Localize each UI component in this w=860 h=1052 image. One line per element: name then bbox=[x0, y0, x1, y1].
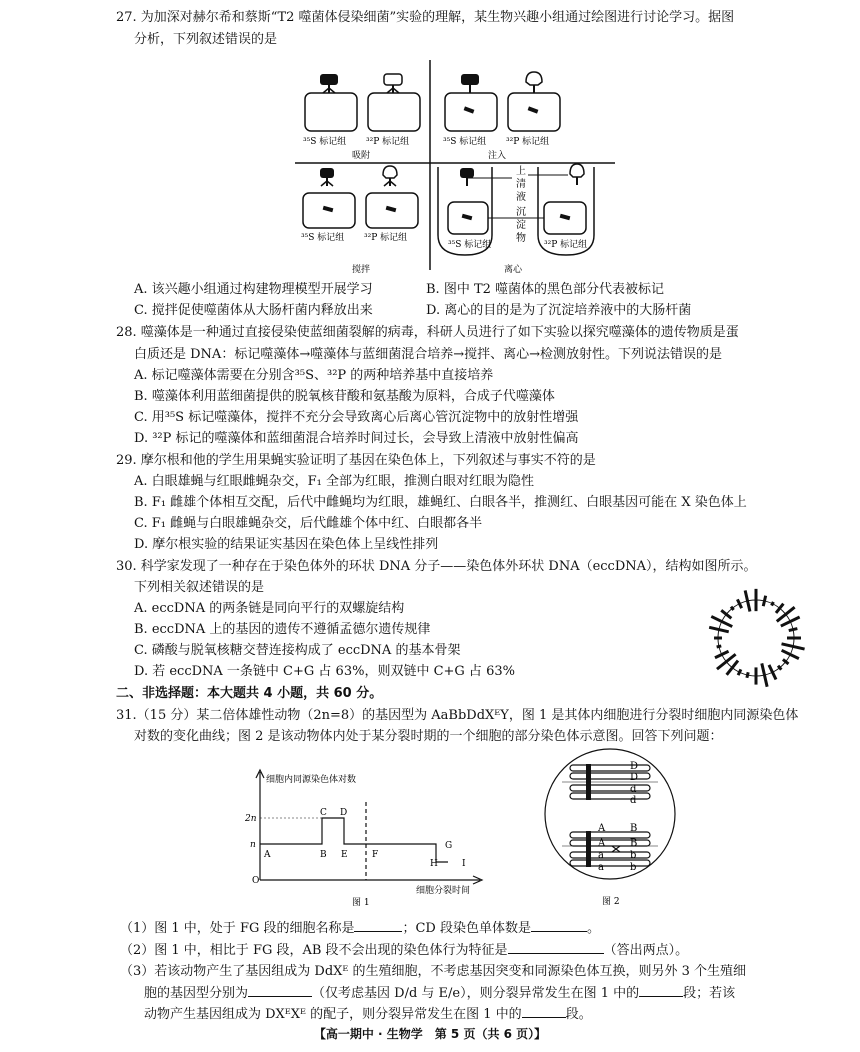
lixin-label: 离心 bbox=[504, 265, 523, 275]
q27-option-d[interactable]: D. 离心的目的是为了沉淀培养液中的大肠杆菌 bbox=[426, 303, 692, 318]
q30-option-d[interactable]: D. 若 eccDNA 一条链中 C+G 占 63%，则双链中 C+G 占 63% bbox=[134, 664, 515, 679]
shangqing-char2: 清 bbox=[516, 179, 526, 190]
centrifuge-s-label: ³⁵S 标记组 bbox=[448, 240, 492, 250]
fig1-y-2n: 2n bbox=[245, 814, 257, 824]
page-footer: 【高一期中 · 生物学 第 5 页（共 6 页）】 bbox=[313, 1027, 547, 1041]
q30-stem-line2: 下列相关叙述错误的是 bbox=[134, 580, 265, 595]
q30-option-c[interactable]: C. 磷酸与脱氧核糖交替连接构成了 eccDNA 的基本骨架 bbox=[134, 643, 461, 658]
q28-stem-line1: 28. 噬藻体是一种通过直接侵染使蓝细菌裂解的病毒，科研人员进行了如下实验以探究噬藻体的遗传物质是蛋 bbox=[116, 325, 739, 340]
q29-option-a[interactable]: A. 白眼雄蝇与红眼雌蝇杂交，F₁ 全部为红眼，推测白眼对红眼为隐性 bbox=[134, 474, 535, 489]
fig1-y-n: n bbox=[250, 840, 256, 850]
q28-option-c[interactable]: C. 用³⁵S 标记噬藻体，搅拌不充分会导致离心后离心管沉淀物中的放射性增强 bbox=[134, 410, 579, 425]
q28-stem-line2: 白质还是 DNA：标记噬藻体→噬藻体与蓝细菌混合培养→搅拌、离心→检测放射性。下列说法错误的是 bbox=[134, 347, 722, 362]
xishou-s-label: ³⁵S 标记组 bbox=[303, 137, 347, 147]
q27-stem-line1: 27. 为加深对赫尔希和蔡斯“T2 噬菌体侵染细菌”实验的理解，某生物兴趣小组通过绘图进行讨论学习。据图 bbox=[116, 10, 735, 25]
phage-stir-p bbox=[366, 166, 418, 228]
q31-sub1-text-b: ；CD 段染色单体数是 bbox=[402, 921, 531, 936]
q27-stem-line2: 分析，下列叙述错误的是 bbox=[134, 32, 278, 47]
fig2-gene-d1: D bbox=[630, 761, 639, 772]
q31-sub1-text-a: （1）图 1 中，处于 FG 段的细胞名称是 bbox=[120, 921, 355, 936]
eccdna-backbone bbox=[718, 600, 794, 676]
fig1-caption: 图 1 bbox=[352, 898, 370, 907]
phage-adsorb-s bbox=[305, 74, 357, 131]
q31-sub3-line3 bbox=[144, 1004, 592, 1025]
fig1-curve-chart bbox=[240, 762, 500, 907]
q31-stem-line2: 对数的变化曲线；图 2 是该动物体内处于某分裂时期的一个细胞的部分染色体示意图。回答下列问题： bbox=[134, 729, 723, 744]
phage-adsorb-p bbox=[368, 74, 420, 131]
fig2-cell-figure bbox=[540, 742, 680, 907]
stir-p-label: ³²P 标记组 bbox=[364, 233, 408, 243]
fig2-gene-d4: d bbox=[630, 795, 637, 806]
fig2-gene-b1: B bbox=[630, 823, 638, 834]
q31-sub1-blank2[interactable] bbox=[531, 918, 587, 932]
inject-s-label: ³⁵S 标记组 bbox=[443, 137, 487, 147]
fig1-origin: O bbox=[252, 876, 260, 886]
fig1-xlabel: 细胞分裂时间 bbox=[416, 886, 471, 896]
q30-option-b[interactable]: B. eccDNA 上的基因的遗传不遵循孟德尔遗传规律 bbox=[134, 622, 431, 637]
fig1-point-c: C bbox=[320, 808, 327, 818]
q31-sub3-blank1[interactable] bbox=[248, 983, 312, 997]
q31-sub1-blank1[interactable] bbox=[354, 918, 402, 932]
fig1-point-b: B bbox=[320, 850, 327, 860]
fig2-gene-a3: a bbox=[598, 850, 604, 861]
fig2-caption: 图 2 bbox=[602, 897, 620, 907]
fig1-ylabel: 细胞内同源染色体对数 bbox=[266, 775, 357, 785]
jiaoban-label: 搅拌 bbox=[352, 265, 371, 275]
eccdna-ring-figure bbox=[706, 588, 806, 688]
fig1-point-f: F bbox=[372, 850, 379, 860]
chendian-char3: 物 bbox=[516, 233, 526, 244]
phage-stir-s bbox=[303, 168, 355, 228]
q27-option-c[interactable]: C. 搅拌促使噬菌体从大肠杆菌内释放出来 bbox=[134, 303, 373, 318]
fig2-gene-b2: B bbox=[630, 838, 638, 849]
fig1-point-i: I bbox=[462, 859, 466, 869]
q31-sub3-text-c: 段；若该 bbox=[683, 986, 736, 1001]
inject-p-label: ³²P 标记组 bbox=[506, 137, 550, 147]
fig1-point-a: A bbox=[264, 850, 271, 860]
q31-stem-line1: 31.（15 分）某二倍体雄性动物（2n=8）的基因型为 AaBbDdXᴱY，图 1 是其体内细胞进行分裂时细胞内同源染色体 bbox=[116, 708, 799, 723]
q28-option-b[interactable]: B. 噬藻体利用蓝细菌提供的脱氧核苷酸和氨基酸为原料，合成子代噬藻体 bbox=[134, 389, 555, 404]
fig2-gene-d3: d bbox=[630, 784, 637, 795]
q28-option-d[interactable]: D. ³²P 标记的噬藻体和蓝细菌混合培养时间过长，会导致上清液中放射性偏高 bbox=[134, 431, 579, 446]
fig1-point-d: D bbox=[340, 808, 348, 818]
fig1-point-g: G bbox=[445, 841, 453, 851]
q31-sub3-blank2[interactable] bbox=[639, 983, 683, 997]
shangqing-char3: 液 bbox=[516, 192, 526, 203]
chendian-char1: 沉 bbox=[516, 207, 526, 218]
q31-sub1 bbox=[120, 918, 600, 939]
q31-sub2-text-a: （2）图 1 中，相比于 FG 段，AB 段不会出现的染色体行为特征是 bbox=[120, 943, 508, 958]
q31-sub3-text-b: （仅考虑基因 D/d 与 E/e），则分裂异常发生在图 1 中的 bbox=[312, 986, 640, 1001]
q31-sub2 bbox=[120, 940, 688, 961]
q28-option-a[interactable]: A. 标记噬藻体需要在分别含³⁵S、³²P 的两种培养基中直接培养 bbox=[134, 368, 494, 383]
q29-stem: 29. 摩尔根和他的学生用果蝇实验证明了基因在染色体上，下列叙述与事实不符的是 bbox=[116, 453, 596, 468]
q31-sub3-text-e: 段。 bbox=[565, 1007, 592, 1022]
phage-inject-p bbox=[508, 72, 560, 131]
q31-sub3-text-d: 动物产生基因组成为 DXᴱXᴱ 的配子，则分裂异常发生在图 1 中的 bbox=[144, 1007, 522, 1022]
fig2-gene-b3: b bbox=[630, 850, 637, 861]
shangqing-char1: 上 bbox=[516, 166, 526, 177]
q27-option-b[interactable]: B. 图中 T2 噬菌体的黑色部分代表被标记 bbox=[426, 282, 665, 297]
fig2-gene-a4: a bbox=[598, 862, 604, 873]
fig2-gene-a1: A bbox=[598, 823, 606, 834]
q29-option-d[interactable]: D. 摩尔根实验的结果证实基因在染色体上呈线性排列 bbox=[134, 537, 439, 552]
q29-option-c[interactable]: C. F₁ 雌蝇与白眼雄蝇杂交，后代雌雄个体中红、白眼都各半 bbox=[134, 516, 483, 531]
q30-option-a[interactable]: A. eccDNA 的两条链是同向平行的双螺旋结构 bbox=[134, 601, 405, 616]
q27-phage-figure bbox=[290, 60, 620, 280]
q29-option-b[interactable]: B. F₁ 雌雄个体相互交配，后代中雌蝇均为红眼，雄蝇红、白眼各半，推测红、白眼基因可能在 X 染色体上 bbox=[134, 495, 747, 510]
stir-s-label: ³⁵S 标记组 bbox=[301, 233, 345, 243]
q31-sub3-line1: （3）若该动物产生了基因组成为 DdXᴱ 的生殖细胞，不考虑基因突变和同源染色体互换，则另外 3 个生殖细 bbox=[120, 964, 747, 979]
fig2-gene-a2: A bbox=[598, 838, 606, 849]
fig2-gene-b4: b bbox=[630, 862, 637, 873]
chendian-char2: 淀 bbox=[516, 220, 526, 231]
xishou-label: 吸附 bbox=[352, 151, 371, 161]
centrifuge-p-label: ³²P 标记组 bbox=[544, 240, 588, 250]
phage-inject-s bbox=[445, 74, 497, 131]
q27-option-a[interactable]: A. 该兴趣小组通过构建物理模型开展学习 bbox=[134, 282, 373, 297]
fig2-gene-d2: D bbox=[630, 772, 639, 783]
q30-stem-line1: 30. 科学家发现了一种存在于染色体外的环状 DNA 分子——染色体外环状 DNA（eccDNA），结构如图所示。 bbox=[116, 559, 757, 574]
fig1-point-h: H bbox=[430, 859, 438, 869]
section2-heading: 二、非选择题：本大题共 4 小题，共 60 分。 bbox=[116, 686, 383, 701]
xishou-p-label: ³²P 标记组 bbox=[366, 137, 410, 147]
fig1-point-e: E bbox=[341, 850, 348, 860]
q31-sub2-text-b: （答出两点）。 bbox=[603, 943, 689, 958]
q31-sub3-line2 bbox=[144, 983, 735, 1004]
zhuru-label: 注入 bbox=[488, 151, 507, 161]
q31-sub1-text-c: 。 bbox=[587, 921, 601, 936]
q31-sub2-blank[interactable] bbox=[508, 940, 604, 954]
q31-sub3-text-a: 胞的基因型分别为 bbox=[144, 986, 249, 1001]
q31-sub3-blank3[interactable] bbox=[522, 1004, 566, 1018]
